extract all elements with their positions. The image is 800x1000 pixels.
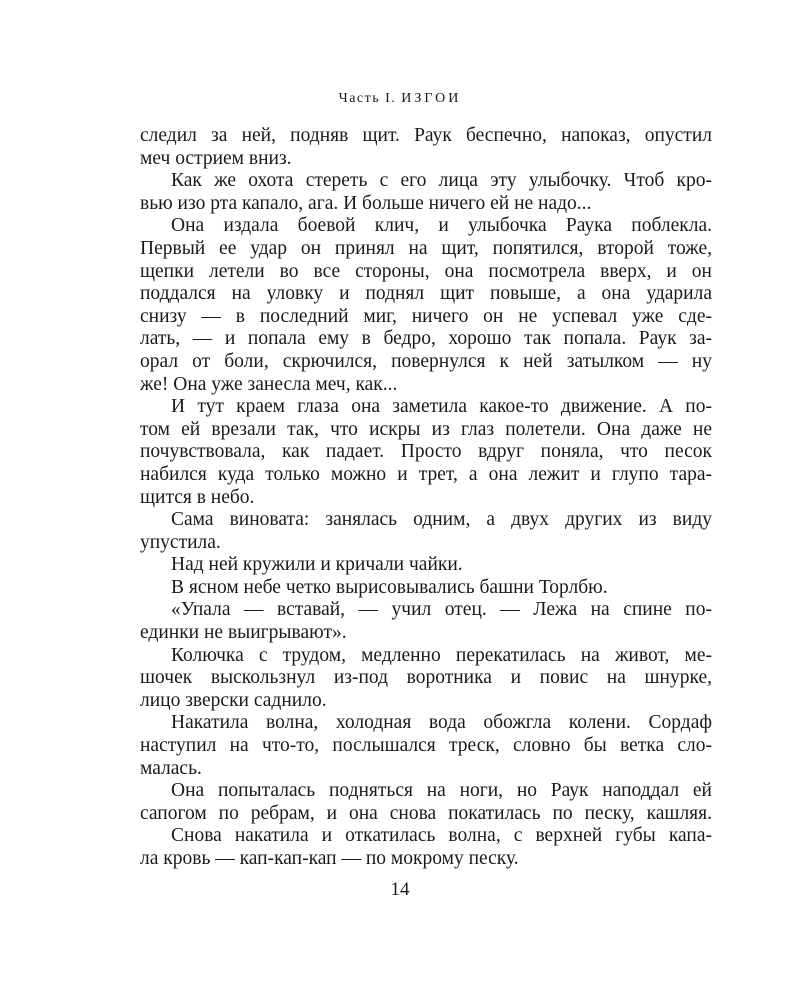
- text-line: щепки летели во все стороны, она посмотрела вверх, и он: [140, 260, 712, 282]
- text-line: том ей врезали так, что искры из глаз полетели. Она даже не: [140, 418, 712, 440]
- text-line: Накатила волна, холодная вода обожгла колени. Сордаф: [171, 712, 712, 734]
- text-line: В ясном небе четко вырисовывались башни Торлбю.: [171, 576, 608, 598]
- body-text: [140, 125, 712, 871]
- text-line: Она попыталась подняться на ноги, но Раук наподдал ей: [171, 780, 712, 802]
- text-line: Над ней кружили и кричали чайки.: [171, 554, 463, 576]
- part-title: ИЗГОИ: [401, 91, 462, 106]
- text-line: орал от боли, скрючился, повернулся к ней затылком — ну: [140, 350, 712, 372]
- text-line: меч острием вниз.: [140, 147, 292, 169]
- text-line: упустила.: [140, 531, 221, 553]
- text-line: Снова накатила и откатилась волна, с верхней губы капа-: [171, 825, 712, 847]
- page-number: 14: [390, 879, 410, 900]
- text-line: следил за ней, подняв щит. Раук беспечно, напоказ, опустил: [140, 125, 712, 146]
- text-line: ла кровь — кап-кап-кап — по мокрому песку.: [140, 848, 519, 869]
- text-line: Первый ее удар он принял на щит, попятился, второй тоже,: [140, 237, 712, 259]
- text-line: Сама виновата: занялась одним, а двух других из виду: [171, 509, 712, 531]
- text-line: малась.: [140, 757, 202, 779]
- text-line: почувствовала, как падает. Просто вдруг поняла, что песок: [140, 441, 712, 463]
- text-line: щится в небо.: [140, 486, 255, 508]
- text-line: набился куда только можно и трет, а она лежит и глупо тара-: [140, 463, 712, 485]
- text-line: снизу — в последний миг, ничего он не успевал уже сде-: [140, 305, 712, 327]
- text-line: единки не выигрывают».: [140, 622, 347, 644]
- text-line: же! Она уже занесла меч, как...: [140, 373, 398, 395]
- text-line: лать, — и попала ему в бедро, хорошо так попала. Раук за-: [140, 328, 712, 350]
- part-label: Часть I.: [338, 91, 397, 106]
- text-line: Колючка с трудом, медленно перекатилась на живот, ме-: [171, 644, 712, 666]
- text-line: И тут краем глаза она заметила какое-то движение. А по-: [171, 396, 712, 418]
- text-line: вью изо рта капало, ага. И больше ничего ей не надо...: [140, 192, 592, 214]
- text-line: лицо зверски саднило.: [140, 689, 327, 711]
- text-line: поддался на уловку и поднял щит повыше, а она ударила: [140, 283, 712, 305]
- text-line: наступил на что-то, послышался треск, словно бы ветка сло-: [140, 735, 712, 757]
- running-header: [0, 91, 800, 107]
- text-line: сапогом по ребрам, и она снова покатилась по песку, кашляя.: [140, 802, 712, 824]
- text-line: шочек выскользнул из-под воротника и повис на шнурке,: [140, 667, 712, 689]
- text-line: Как же охота стереть с его лица эту улыбочку. Чтоб кро-: [171, 170, 712, 192]
- text-line: Она издала боевой клич, и улыбочка Раука поблекла.: [171, 215, 712, 237]
- text-line: «Упала — вставай, — учил отец. — Лежа на спине по-: [171, 599, 712, 621]
